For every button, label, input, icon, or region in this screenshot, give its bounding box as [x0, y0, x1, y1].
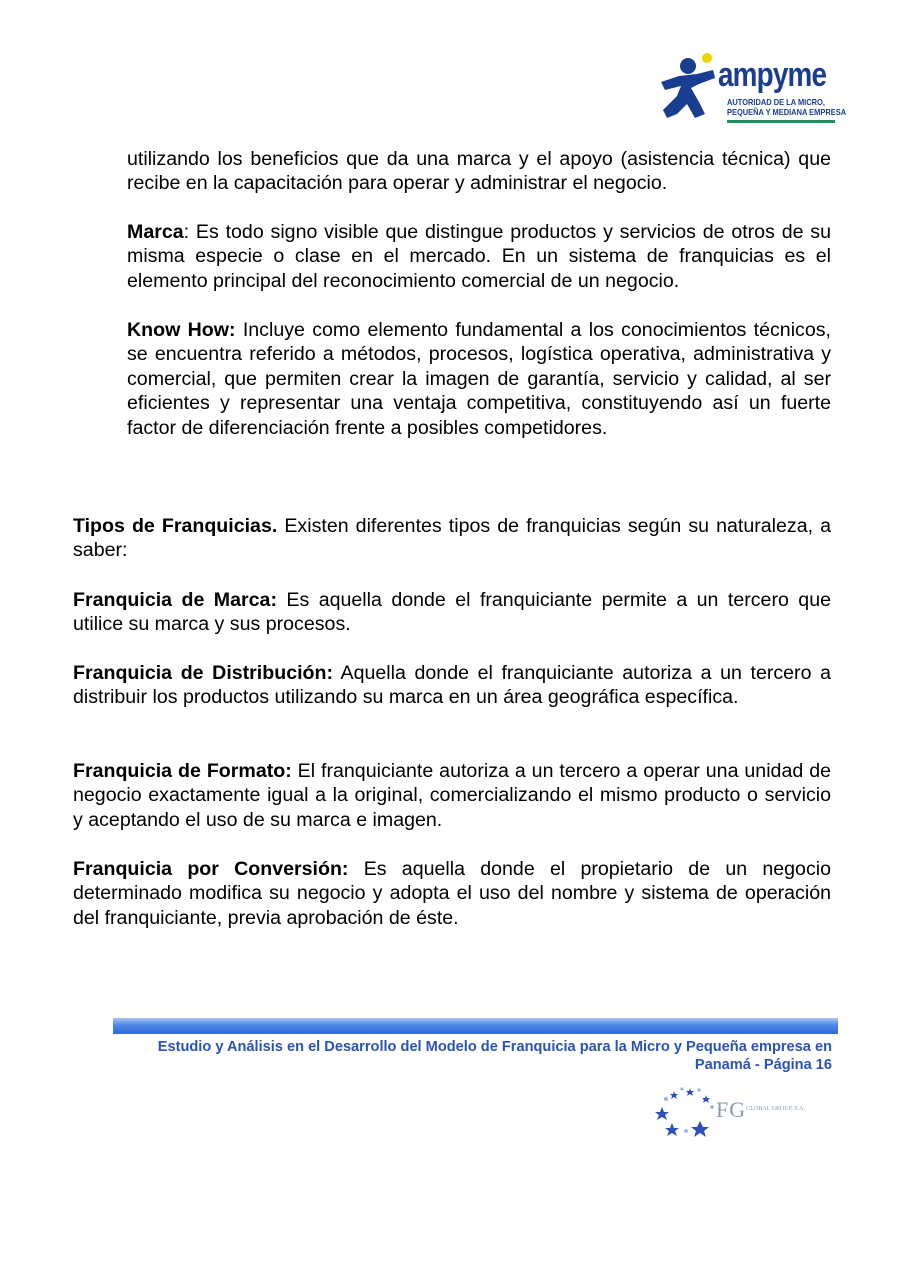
logo-subtitle: AUTORIDAD DE LA MICRO, PEQUEÑA Y MEDIANA EMPRESA [727, 97, 847, 117]
term-franquicia-marca: Franquicia de Marca: [73, 589, 277, 611]
paragraph-franquicia-marca: Franquicia de Marca: Es aquella donde el franquiciante permite a un tercero que utilice su marca y sus procesos. [73, 589, 831, 636]
paragraph-marca: Marca: Es todo signo visible que distingue productos y servicios de otros de su misma especie o clase en el mercado. En un sistema de franquicias es el elemento principal del reconocimiento comercial de un negocio. [127, 221, 831, 292]
paragraph-franquicia-conversion: Franquicia por Conversión: Es aquella donde el propietario de un negocio determinado modifica su negocio y adopta el uso del nombre y sistema de operación del franquiciante, previa aprobación de éste. [73, 858, 832, 929]
term-know-how: Know How: [127, 319, 236, 341]
paragraph-intro: utilizando los beneficios que da una marca y el apoyo (asistencia técnica) que recibe en la capacitación para operar y administrar el negocio. [127, 148, 831, 195]
ampyme-logo [655, 52, 847, 124]
fg-letters: FG [716, 1097, 747, 1122]
paragraph-franquicia-formato: Franquicia de Formato: El franquiciante autoriza a un tercero a operar una unidad de negocio exactamente igual a la original, comercializando el mismo producto o servicio y aceptando el uso de su marca e imagen. [73, 760, 831, 831]
logo-green-bar [727, 120, 835, 123]
term-franquicia-formato: Franquicia de Formato: [73, 760, 292, 782]
stars-ring-icon [652, 1085, 722, 1137]
paragraph-franquicia-distribucion: Franquicia de Distribución: Aquella donde el franquiciante autoriza a un tercero a distribuir los productos utilizando su marca en un área geográfica específica. [73, 662, 831, 709]
term-franquicia-conversion: Franquicia por Conversión: [73, 858, 349, 880]
term-marca: Marca [127, 221, 184, 243]
footer-caption: Estudio y Análisis en el Desarrollo del Modelo de Franquicia para la Micro y Pequeña empresa en Panamá - Página 16 [157, 1039, 832, 1073]
term-tipos: Tipos de Franquicias. [73, 515, 278, 537]
paragraph-know-how: Know How: Incluye como elemento fundamental a los conocimientos técnicos, se encuentra referido a métodos, procesos, logística operativa, administrativa y comercial, que permiten crear la imagen de garantía, servicio y calidad, al ser eficientes y representar una ventaja competitiva, constituyendo así un fuerte factor de diferenciación frente a posibles competidores. [127, 319, 831, 439]
footer-band [113, 1018, 838, 1034]
fg-global-group-logo [652, 1085, 832, 1137]
paragraph-tipos: Tipos de Franquicias. Existen diferentes tipos de franquicias según su naturaleza, a saber: [73, 515, 831, 562]
fg-small-text: GLOBAL GROUP, S.A. [746, 1106, 805, 1112]
term-franquicia-distribucion: Franquicia de Distribución: [73, 662, 333, 684]
logo-wordmark: ampyme [718, 56, 827, 94]
ampyme-figure-icon [655, 52, 725, 124]
